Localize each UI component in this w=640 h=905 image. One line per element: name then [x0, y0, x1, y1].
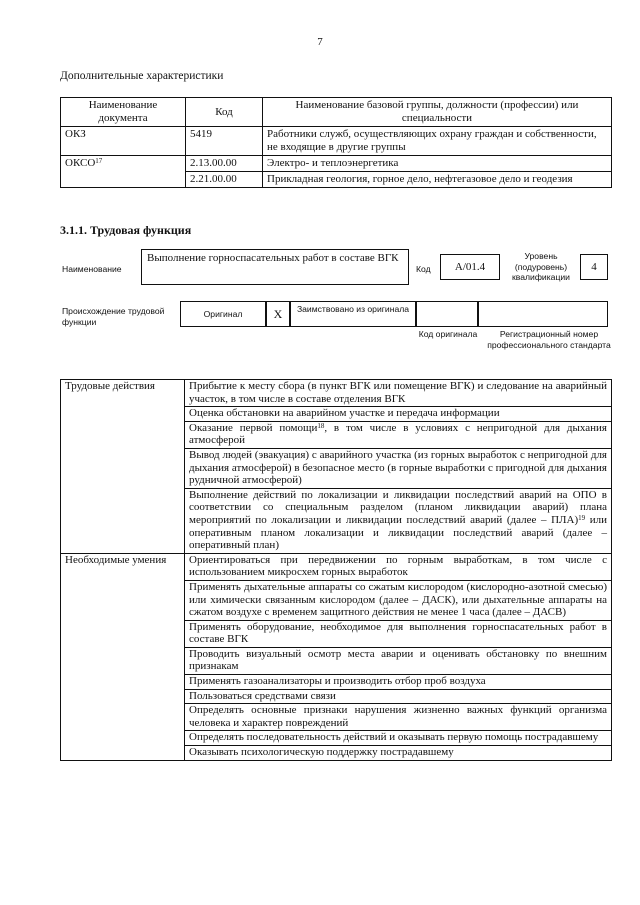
code-label: Код [416, 264, 431, 274]
page-number: 7 [317, 36, 323, 48]
group-name-cell: Электро- и теплоэнергетика [263, 156, 612, 172]
original-label: Оригинал [180, 301, 266, 327]
table-row [61, 380, 612, 407]
borrowed-label: Заимствовано из оригинала [290, 301, 416, 327]
additional-characteristics-title: Дополнительные характеристики [60, 70, 224, 82]
labor-action-item: Оказание первой помощи$^{18}$, в том числе в условиях с непригодной для дыхания атмосферой [185, 421, 612, 448]
code-cell: 5419 [186, 127, 263, 156]
code-cell: 2.21.00.00 [186, 172, 263, 188]
footnote-ref: 17 [95, 157, 103, 165]
group-name-cell: Прикладная геология, горное дело, нефтегазовое дело и геодезия [263, 172, 612, 188]
header-doc: Наименование документа [61, 98, 186, 127]
skill-item: Применять оборудование, необходимое для выполнения горноспасательных работ в составе ВГК [185, 620, 612, 647]
footnote-ref: 18 [317, 421, 325, 430]
original-code-cell [416, 301, 478, 327]
table-header-row [61, 98, 612, 127]
skill-item: Определять основные признаки нарушения жизненно важных функций организма человека и характер повреждений [185, 704, 612, 731]
function-name-box: Выполнение горноспасательных работ в составе ВГК [141, 249, 409, 285]
skills-label: Необходимые умения [61, 553, 185, 760]
skill-item: Применять дыхательные аппараты со сжатым кислородом (кислородно-азотной смесью) или химически связанным кислородом (далее – ДАСК), или дыхательные аппараты на сжатом воздухе с временем защитного действия не менее 1 часа (далее – ДАСВ) [185, 580, 612, 620]
group-name-cell: Работники служб, осуществляющих охрану граждан и собственности, не входящие в другие группы [263, 127, 612, 156]
reg-number-label: Регистрационный номер профессионального стандарта [487, 329, 611, 350]
labor-action-item: Оценка обстановки на аварийном участке и передача информации [185, 407, 612, 422]
table-row [61, 156, 612, 172]
qualification-level-label: Уровень (подуровень) квалификации [512, 251, 570, 282]
labor-action-item: Прибытие к месту сбора (в пункт ВГК или помещение ВГК) и следование на аварийный участок, в том числе в составе отделения ВГК [185, 380, 612, 407]
code-cell: 2.13.00.00 [186, 156, 263, 172]
labor-function-details-table [60, 379, 612, 761]
skill-item: Оказывать психологическую поддержку пострадавшему [185, 746, 612, 761]
reg-number-cell [478, 301, 608, 327]
header-group-name: Наименование базовой группы, должности (профессии) или специальности [263, 98, 612, 127]
qualification-level-box: 4 [580, 254, 608, 280]
footnote-ref: 19 [578, 513, 586, 522]
original-code-label: Код оригинала [418, 329, 478, 339]
skill-item: Ориентироваться при передвижении по горным выработкам, в том числе с использованием микросхем горных выработок [185, 553, 612, 580]
skill-item: Применять газоанализаторы и производить отбор проб воздуха [185, 675, 612, 690]
labor-actions-label: Трудовые действия [61, 380, 185, 554]
table-row [61, 553, 612, 580]
original-mark: X [266, 301, 290, 327]
origin-label: Происхождение трудовой функции [62, 306, 165, 327]
doc-cell: ОКЗ [61, 127, 186, 156]
additional-characteristics-table [60, 97, 612, 188]
doc-cell: ОКСО$^{17}$ [61, 156, 186, 188]
header-code: Код [186, 98, 263, 127]
skill-item: Пользоваться средствами связи [185, 689, 612, 704]
labor-action-item: Выполнение действий по локализации и ликвидации последствий аварий на ОПО в соответствии со специальным разделом (планом ликвидации аварий) плана мероприятий по локализации и ликвидации последствий аварий (далее – ПЛА)$^{19}$ или оперативным планом локализации и ликвидации последствий аварий (далее – оперативный план) [185, 488, 612, 553]
function-code-box: A/01.4 [440, 254, 500, 280]
labor-function-heading: 3.1.1. Трудовая функция [60, 223, 192, 237]
labor-action-item: Вывод людей (эвакуация) с аварийного участка (из горных выработок с непригодной для дыхания атмосферой) в безопасное место (в горные выработки с пригодной для дыхания рудничной атмосферой) [185, 448, 612, 488]
skill-item: Проводить визуальный осмотр места аварии и оценивать обстановку по внешним признакам [185, 647, 612, 674]
table-row [61, 127, 612, 156]
name-label: Наименование [62, 264, 122, 274]
skill-item: Определять последовательность действий и оказывать первую помощь пострадавшему [185, 731, 612, 746]
